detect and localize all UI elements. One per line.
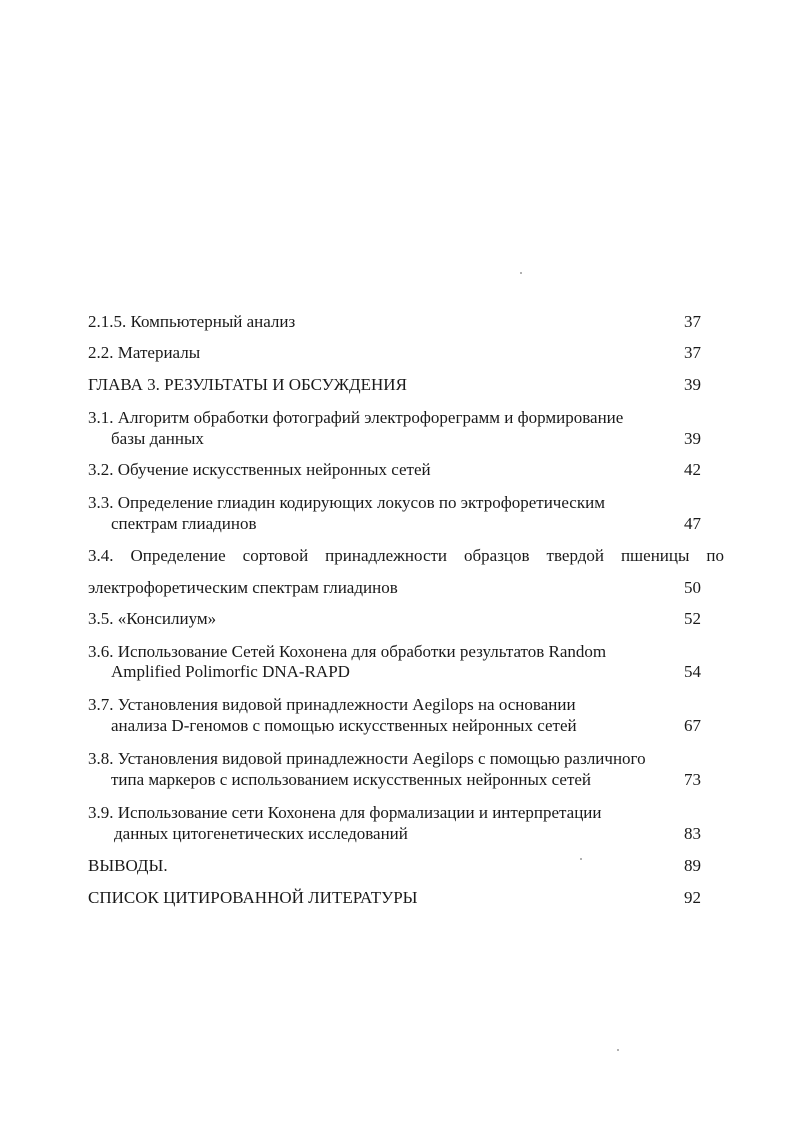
toc-entry-title-cont: электрофоретическим спектрам глиадинов	[88, 578, 398, 597]
toc-entry-page: 67	[684, 716, 701, 735]
toc-entry-title-cont: Amplified Polimorfic DNA-RAPD	[111, 662, 350, 681]
toc-entry-page: 92	[684, 888, 701, 907]
toc-entry-title-cont: данных цитогенетических исследований	[114, 824, 408, 843]
toc-entry-page: 73	[684, 770, 701, 789]
toc-entry-page: 47	[684, 514, 701, 533]
toc-entry-title: 3.8. Установления видовой принадлежности Aegilops с помощью различного	[88, 749, 646, 768]
scan-speck	[520, 272, 522, 274]
toc-entry-page: 83	[684, 824, 701, 843]
scan-speck	[580, 858, 582, 860]
toc-entry-page: 52	[684, 609, 701, 628]
toc-entry-title-cont: типа маркеров с использованием искусственных нейронных сетей	[111, 770, 592, 789]
toc-entry-page: 54	[684, 662, 701, 681]
toc-entry-page: 89	[684, 856, 701, 875]
toc-entry-title-cont: базы данных	[111, 429, 204, 448]
toc-entry-title: 2.2. Материалы	[88, 343, 201, 362]
toc-entry-title: 3.6. Использование Сетей Кохонена для обработки результатов Random	[88, 642, 607, 661]
toc-entry-title-cont: анализа D-геномов с помощью искусственных нейронных сетей	[111, 716, 577, 735]
toc-entry-title: 3.4. Определение сортовой принадлежности образцов твердой пшеницы по	[88, 546, 724, 565]
toc-entry-title: 3.7. Установления видовой принадлежности Aegilops на основании	[88, 695, 576, 714]
toc-entry-title: 3.5. «Консилиум»	[88, 609, 217, 628]
toc-entry-page: 42	[684, 460, 701, 479]
toc-chapter-title: ВЫВОДЫ.	[88, 856, 168, 875]
toc-entry-title: 3.9. Использование сети Кохонена для формализации и интерпретации	[88, 803, 602, 822]
toc-entry-title: 3.1. Алгоритм обработки фотографий электрофореграмм и формирование	[88, 408, 624, 427]
toc-entry-page: 39	[684, 429, 701, 448]
toc-entry-title: 3.3. Определение глиадин кодирующих локусов по эктрофоретическим	[88, 493, 605, 512]
scan-speck	[617, 1049, 619, 1051]
toc-chapter-title: СПИСОК ЦИТИРОВАННОЙ ЛИТЕРАТУРЫ	[88, 888, 418, 907]
toc-entry-page: 39	[684, 375, 701, 394]
toc-entry-page: 50	[684, 578, 701, 597]
toc-entry-title: 3.2. Обучение искусственных нейронных сетей	[88, 460, 431, 479]
toc-entry-title-cont: спектрам глиадинов	[111, 514, 257, 533]
toc-entry-page: 37	[684, 312, 701, 331]
toc-chapter-title: ГЛАВА 3. РЕЗУЛЬТАТЫ И ОБСУЖДЕНИЯ	[88, 375, 407, 394]
toc-entry-page: 37	[684, 343, 701, 362]
toc-entry-title: 2.1.5. Компьютерный анализ	[88, 312, 296, 331]
